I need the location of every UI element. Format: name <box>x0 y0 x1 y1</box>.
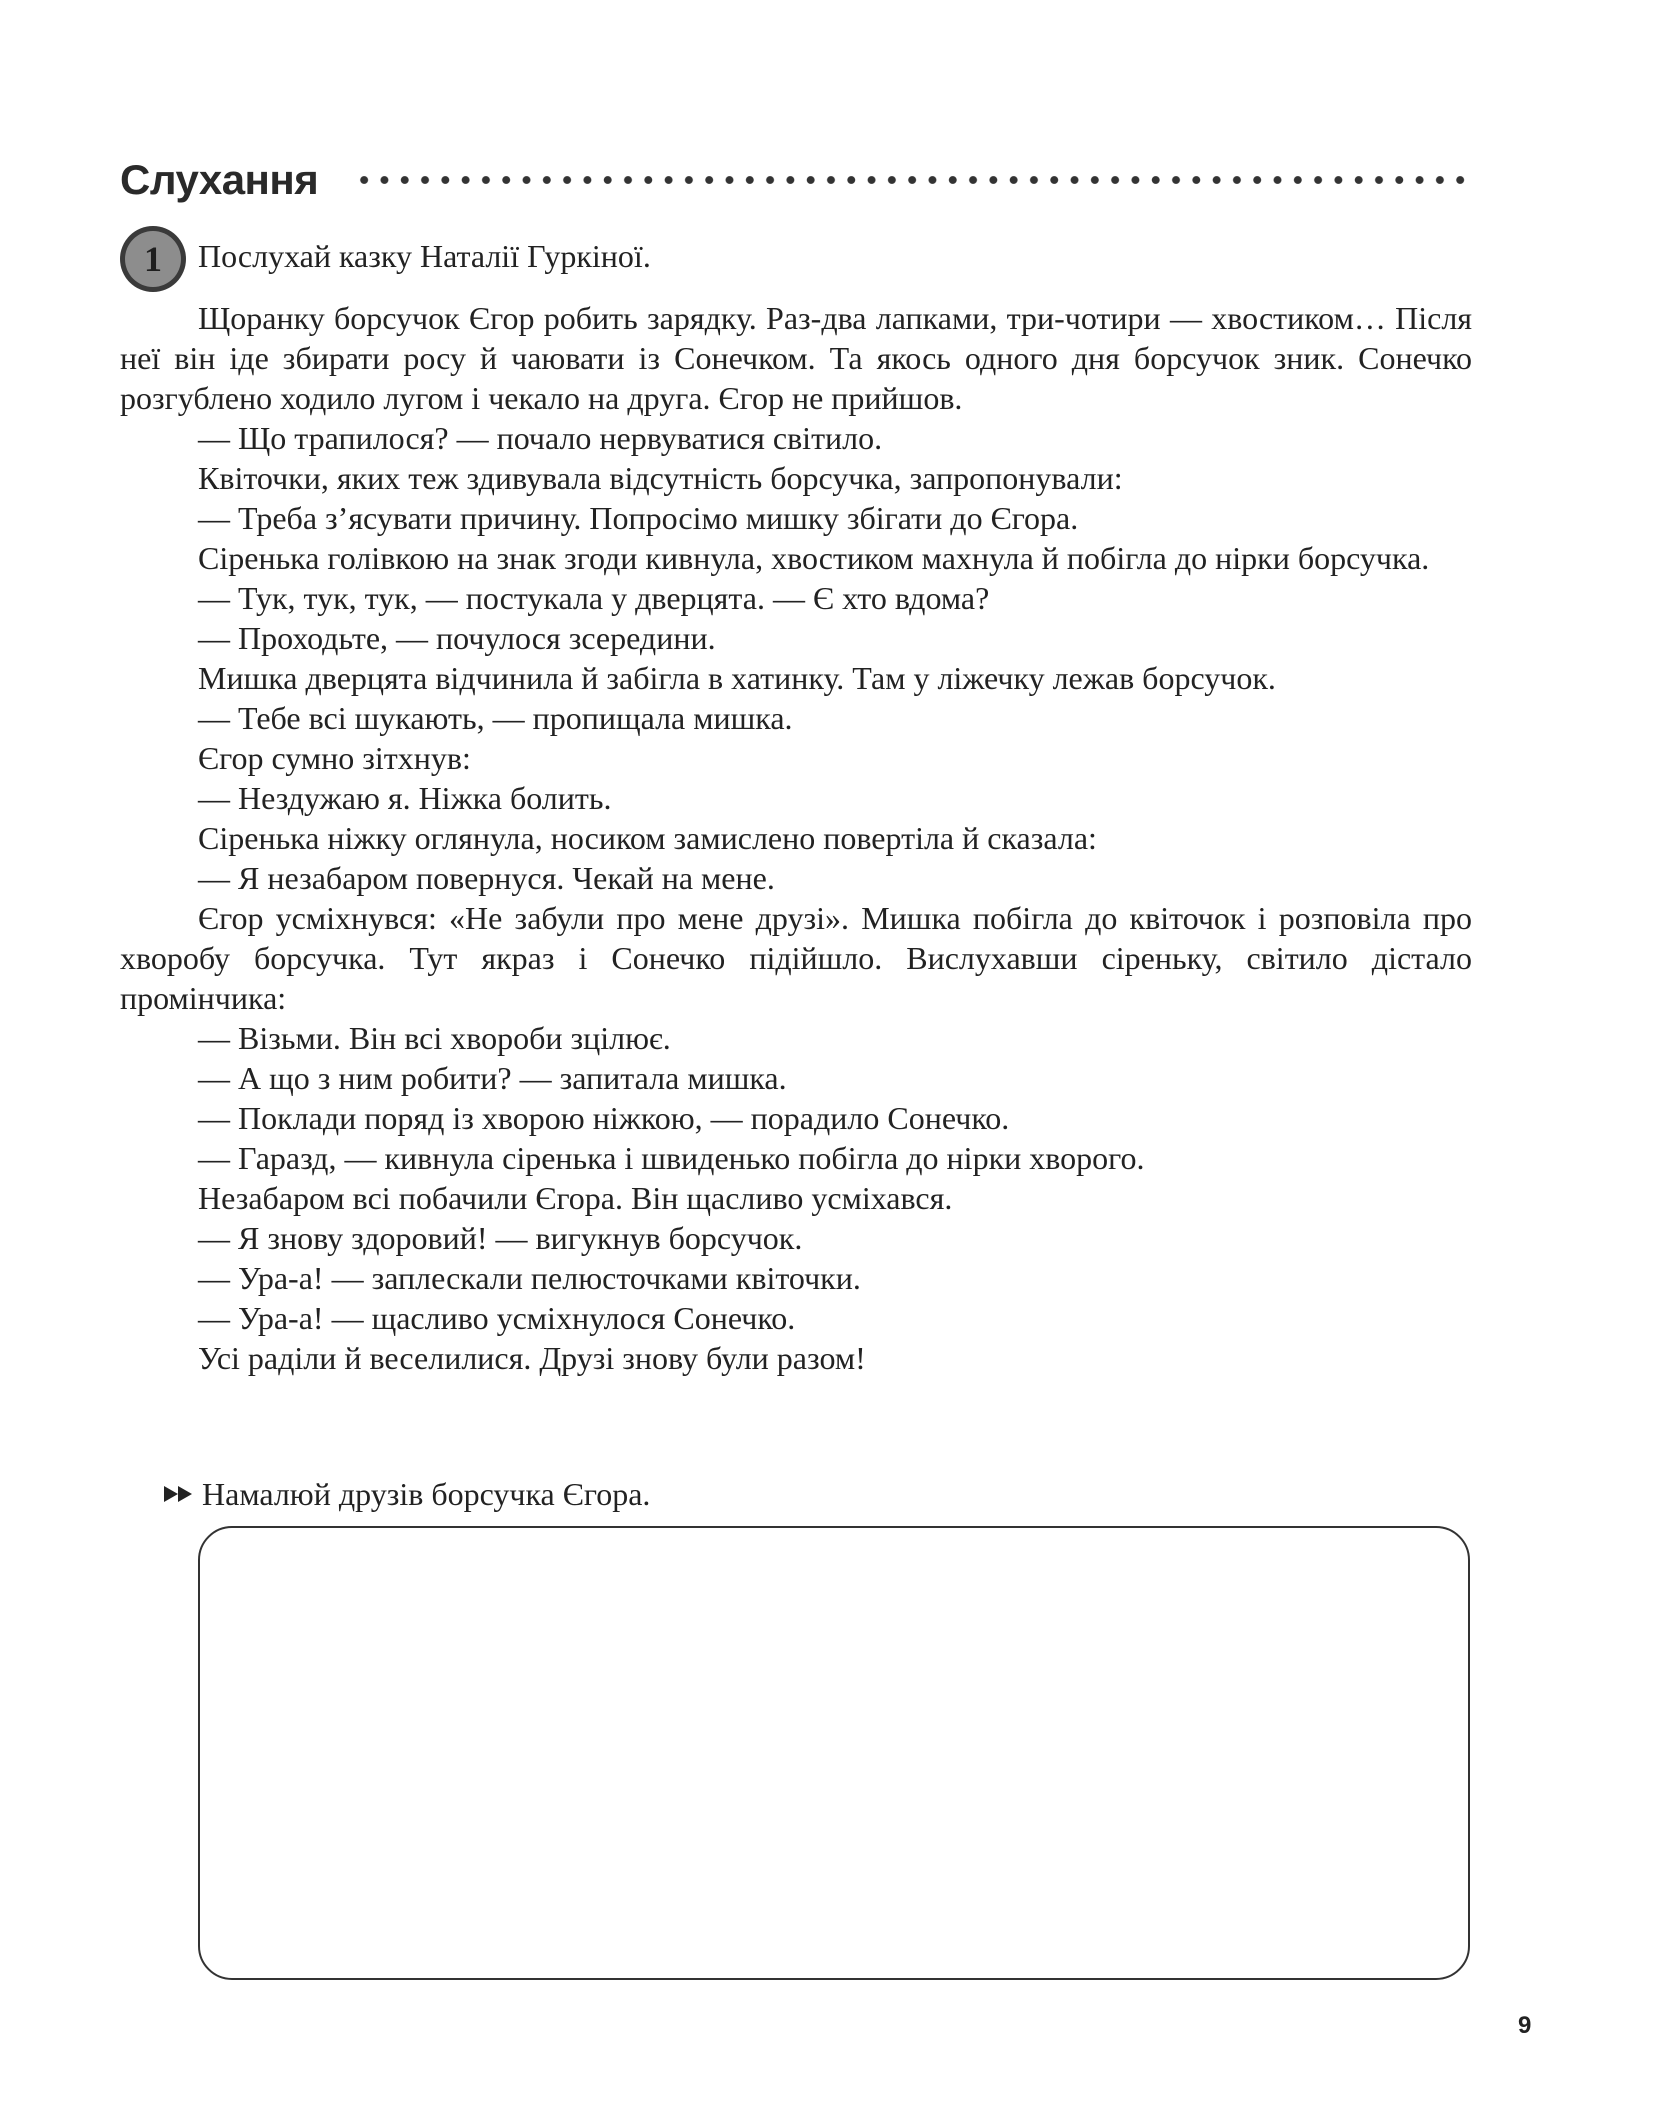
story-line: — Гаразд, — кивнула сіренька і швиденько побігла до нірки хворого. <box>198 1140 1145 1176</box>
story-line: — Поклади поряд із хворою ніжкою, — порадило Сонечко. <box>198 1100 1010 1136</box>
page-number: 9 <box>1518 2012 1532 2039</box>
exercise-number-badge <box>120 226 186 292</box>
story-paragraph: Щоранку борсучок Єгор робить зарядку. Раз-два лапками, три-чотири — хвостиком… Після неї він іде збирати росу й чаювати із Сонечком. Та якось одного дня борсучок зник. Сонечко розгублено ходило лугом і чекало на друга. Єгор не прийшов. <box>120 300 1472 416</box>
story-line: Сіренька ніжку оглянула, носиком замислено повертіла й сказала: <box>198 820 1097 856</box>
section-header <box>120 150 1472 210</box>
story-line: — Нездужаю я. Ніжка болить. <box>198 780 612 816</box>
story-line: — Я знову здоровий! — вигукнув борсучок. <box>198 1220 803 1256</box>
story-line: — Тук, тук, тук, — постукала у дверцята. — Є хто вдома? <box>198 580 990 616</box>
story-line: Усі раділи й веселилися. Друзі знову були разом! <box>198 1340 866 1376</box>
story-line: Єгор сумно зітхнув: <box>198 740 471 776</box>
section-title: Слухання <box>120 156 319 203</box>
exercise-number: 1 <box>125 231 181 287</box>
story-line: Квіточки, яких теж здивувала відсутність борсучка, запропонували: <box>198 460 1123 496</box>
task-text: Намалюй друзів борсучка Єгора. <box>202 1476 651 1512</box>
dotted-leader <box>354 174 1472 186</box>
double-arrow-icon <box>162 1484 198 1504</box>
drawing-task <box>162 1474 650 1514</box>
story-line: — Проходьте, — почулося зсередини. <box>198 620 716 656</box>
story-line: — Що трапилося? — почало нервуватися світило. <box>198 420 883 456</box>
story-line: — Я незабаром повернуся. Чекай на мене. <box>198 860 775 896</box>
story-line: — Ура-а! — щасливо усміхнулося Сонечко. <box>198 1300 796 1336</box>
story-line: — Треба з’ясувати причину. Попросімо мишку збігати до Єгора. <box>198 500 1079 536</box>
story-line: — А що з ним робити? — запитала мишка. <box>198 1060 787 1096</box>
story-line: — Тебе всі шукають, — пропищала мишка. <box>198 700 793 736</box>
exercise-instruction: Послухай казку Наталії Гуркіної. <box>198 238 651 274</box>
drawing-area[interactable] <box>198 1526 1470 1980</box>
story-line: — Ура-а! — заплескали пелюсточками квіточки. <box>198 1260 861 1296</box>
story-line: Незабаром всі побачили Єгора. Він щасливо усміхався. <box>198 1180 953 1216</box>
story-line: — Візьми. Він всі хвороби зцілює. <box>198 1020 671 1056</box>
story-paragraph: Єгор усміхнувся: «Не забули про мене друзі». Мишка побігла до квіточок і розповіла про хворобу борсучка. Тут якраз і Сонечко підійшло. Вислухавши сіреньку, світило дістало промінчика: <box>120 900 1472 1016</box>
story-line: Мишка дверцята відчинила й забігла в хатинку. Там у ліжечку лежав борсучок. <box>198 660 1276 696</box>
story-paragraph: Сіренька голівкою на знак згоди кивнула, хвостиком махнула й побігла до нірки борсучка. <box>198 540 1430 576</box>
story-text <box>120 298 1472 1378</box>
